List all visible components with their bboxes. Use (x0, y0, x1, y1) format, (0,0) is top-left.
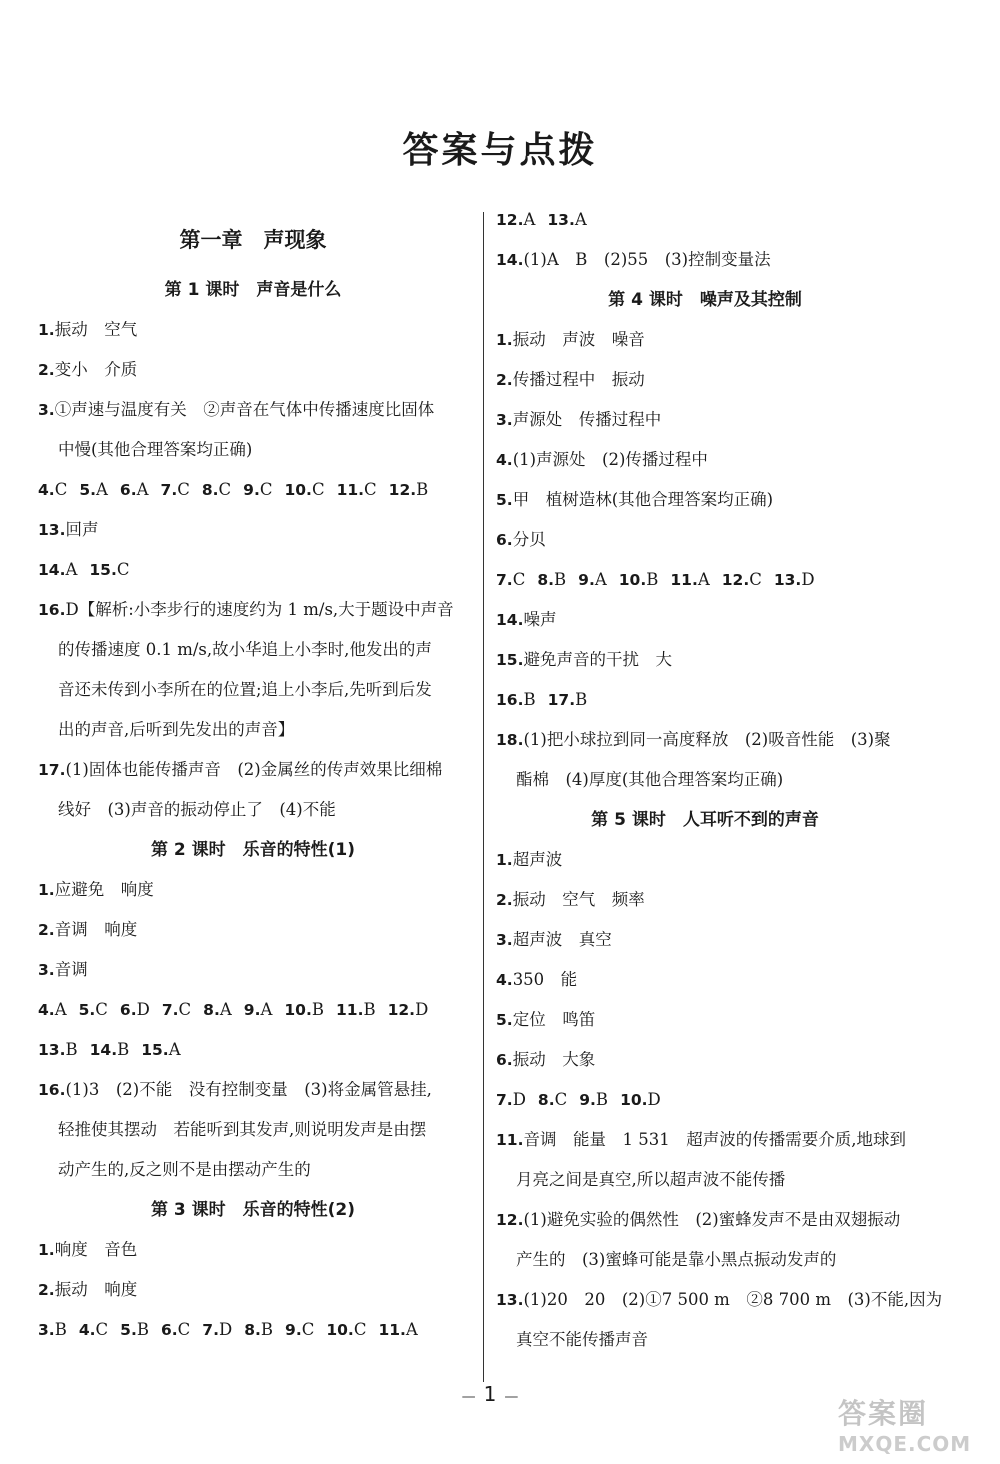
answer-continuation: 线好 (3)声音的振动停止了 (4)不能 (58, 800, 336, 819)
answer-item: 6.C (160, 1320, 191, 1339)
column-divider (483, 212, 484, 1382)
answer-text: 振动 声波 噪音 (512, 330, 645, 349)
question-number: 9 (578, 571, 589, 589)
answer-text: (1)避免实验的偶然性 (2)蜜蜂发声不是由双翅振动 (523, 1210, 901, 1229)
answer-text: B (136, 1320, 149, 1339)
answer-item: 6.D (119, 1000, 150, 1019)
answer-text: B (554, 570, 567, 589)
question-number: 12 (721, 571, 744, 589)
answer-line (496, 360, 914, 400)
answer-line (496, 1000, 914, 1040)
page-number: — 1 — (440, 1382, 540, 1406)
answer-text: (1)把小球拉到同一高度释放 (2)吸音性能 (3)聚 (523, 730, 891, 749)
answer-text: 350 能 (512, 970, 578, 989)
answer-item: 1.振动 空气 (38, 320, 138, 339)
question-number: 4 (496, 971, 507, 989)
answer-text: B (523, 690, 536, 709)
answer-text: A (136, 480, 149, 499)
answer-line (38, 1030, 468, 1070)
answer-continuation: 酯棉 (4)厚度(其他合理答案均正确) (516, 770, 784, 789)
answer-item: 8.C (537, 1090, 568, 1109)
answer-item: 13.回声 (38, 520, 99, 539)
answer-text: 响度 音色 (54, 1240, 138, 1259)
question-number: 7 (160, 481, 172, 499)
answer-item: 10.B (284, 1000, 324, 1019)
answer-item: 13.D (773, 570, 815, 589)
answer-text: C (259, 480, 273, 499)
answer-item: 7.D (202, 1320, 233, 1339)
answer-text: A (523, 210, 536, 229)
answer-item: 3.声源处 传播过程中 (496, 410, 662, 429)
answer-text: C (177, 480, 190, 499)
question-number: 14 (89, 1041, 112, 1059)
question-number: 6 (496, 1051, 507, 1069)
lesson-heading: 第 1 课时 声音是什么 (164, 280, 342, 300)
answer-text: B (311, 1000, 324, 1019)
answer-item: 13.(1)20 20 (2)①7 500 m ②8 700 m (3)不能,因为 (496, 1290, 943, 1309)
lesson-heading: 第 4 课时 噪声及其控制 (608, 290, 802, 310)
answer-line (38, 1270, 468, 1310)
answer-item: 2.音调 响度 (38, 920, 138, 939)
answer-text: 声源处 传播过程中 (512, 410, 662, 429)
question-number: 2 (38, 1281, 49, 1299)
question-number: 16 (496, 691, 518, 709)
lesson-heading: 第 5 课时 人耳听不到的声音 (591, 810, 819, 830)
question-number: 4 (38, 481, 49, 499)
answer-text: C (512, 570, 526, 589)
question-number: 1 (496, 331, 507, 349)
answer-text: 超声波 真空 (512, 930, 612, 949)
question-number: 9 (285, 1321, 296, 1339)
question-number: 10 (620, 1091, 642, 1109)
answer-item: 10.C (326, 1320, 367, 1339)
answer-line (38, 1310, 468, 1350)
answer-item: 11.C (336, 480, 377, 499)
question-number: 8 (537, 1091, 549, 1109)
answer-item: 15.A (141, 1040, 181, 1059)
answer-item: 6.振动 大象 (496, 1050, 596, 1069)
answer-text: C (301, 1320, 315, 1339)
question-number: 5 (496, 491, 507, 509)
answer-item: 10.C (284, 480, 325, 499)
answer-text: C (177, 1320, 191, 1339)
answer-text: A (219, 1000, 232, 1019)
answer-line (38, 1070, 468, 1110)
question-number: 13 (773, 571, 796, 589)
question-number: 1 (38, 321, 49, 339)
answer-text: ①声速与温度有关 ②声音在气体中传播速度比固体 (54, 400, 435, 419)
answer-item: 3.B (38, 1320, 67, 1339)
answer-continuation: 的传播速度 0.1 m/s,故小华追上小李时,他发出的声 (58, 640, 432, 659)
question-number: 3 (38, 1321, 49, 1339)
answer-item: 6.分贝 (496, 530, 546, 549)
answer-item: 14.B (89, 1040, 130, 1059)
answer-item: 3.超声波 真空 (496, 930, 612, 949)
answer-continuation: 中慢(其他合理答案均正确) (58, 440, 253, 459)
answer-text: D (415, 1000, 429, 1019)
question-number: 4 (38, 1001, 49, 1019)
answer-text: B (595, 1090, 609, 1109)
answer-text: C (178, 1000, 192, 1019)
answer-line (496, 960, 914, 1000)
question-number: 11 (335, 1001, 358, 1019)
answer-text: 避免声音的干扰 大 (523, 650, 672, 669)
answer-text: (1)固体也能传播声音 (2)金属丝的传声效果比细棉 (65, 760, 443, 779)
answer-item: 16.B (496, 690, 536, 709)
answer-item: 2.振动 响度 (38, 1280, 138, 1299)
answer-text: 音调 能量 1 531 超声波的传播需要介质,地球到 (523, 1130, 906, 1149)
answer-text: 振动 响度 (54, 1280, 138, 1299)
answer-item: 12.(1)避免实验的偶然性 (2)蜜蜂发声不是由双翅振动 (496, 1210, 901, 1229)
answer-item: 12.A (496, 210, 536, 229)
watermark-bottom: MXQE.COM (838, 1432, 972, 1456)
question-number: 11 (496, 1131, 518, 1149)
answer-line (496, 320, 914, 360)
question-number: 12 (496, 211, 518, 229)
answer-text: 音调 响度 (54, 920, 138, 939)
answer-text: D (218, 1320, 233, 1339)
answer-item: 5.定位 鸣笛 (496, 1010, 596, 1029)
answer-line (38, 870, 468, 910)
question-number: 18 (496, 731, 518, 749)
answer-item: 1.超声波 (496, 850, 563, 869)
answer-column-left (38, 200, 468, 1350)
answer-text: A (405, 1320, 418, 1339)
answer-text: 振动 大象 (512, 1050, 596, 1069)
question-number: 6 (119, 481, 131, 499)
answer-text: (1)A B (2)55 (3)控制变量法 (523, 250, 771, 269)
answer-text: C (95, 1320, 109, 1339)
question-number: 2 (38, 361, 49, 379)
answer-text: D (647, 1090, 661, 1109)
question-number: 4 (78, 1321, 90, 1339)
answer-item: 11.A (670, 570, 710, 589)
question-number: 3 (496, 931, 507, 949)
answer-text: 回声 (65, 520, 99, 539)
question-number: 10 (284, 1001, 306, 1019)
question-number: 6 (496, 531, 507, 549)
question-number: 13 (38, 1041, 60, 1059)
answer-line (496, 1080, 914, 1120)
question-number: 1 (38, 881, 49, 899)
answer-item: 12.C (721, 570, 762, 589)
question-number: 15 (141, 1041, 163, 1059)
answer-line (496, 880, 914, 920)
answer-item: 4.C (78, 1320, 109, 1339)
answer-line (496, 720, 914, 760)
question-number: 5 (79, 481, 91, 499)
question-number: 3 (496, 411, 507, 429)
answer-text: B (54, 1320, 67, 1339)
answer-item: 5.B (120, 1320, 149, 1339)
answer-text: B (416, 480, 429, 499)
answer-text: D (801, 570, 815, 589)
answer-continuation: 真空不能传播声音 (516, 1330, 648, 1349)
answer-continuation: 产生的 (3)蜜蜂可能是靠小黑点振动发声的 (516, 1250, 837, 1269)
lesson-heading: 第 2 课时 乐音的特性(1) (150, 840, 356, 860)
question-number: 7 (496, 1091, 507, 1109)
answer-line (496, 400, 914, 440)
answer-item: 13.B (38, 1040, 78, 1059)
answer-text: A (260, 1000, 273, 1019)
question-number: 13 (496, 1291, 518, 1309)
question-number: 2 (38, 921, 49, 939)
answer-line (496, 240, 914, 280)
answer-item: 2.变小 介质 (38, 360, 138, 379)
answer-text: C (554, 1090, 568, 1109)
question-number: 14 (38, 561, 60, 579)
answer-line (496, 560, 914, 600)
answer-text: C (54, 480, 68, 499)
answer-text: D (512, 1090, 526, 1109)
answer-item: 4.A (38, 1000, 67, 1019)
answer-line (38, 1230, 468, 1270)
answer-text: 噪声 (523, 610, 557, 629)
answer-continuation: 轻推使其摆动 若能听到其发声,则说明发声是由摆 (58, 1120, 427, 1139)
question-number: 9 (243, 481, 254, 499)
question-number: 15 (89, 561, 111, 579)
answer-line (496, 1200, 914, 1240)
answer-item: 17.B (547, 690, 588, 709)
answer-text: A (96, 480, 108, 499)
answer-line (496, 920, 914, 960)
answer-line (38, 310, 468, 350)
answer-text: 振动 空气 频率 (512, 890, 645, 909)
question-number: 4 (496, 451, 507, 469)
answer-item: 15.C (89, 560, 130, 579)
answer-text: C (95, 1000, 108, 1019)
answer-text: B (575, 690, 588, 709)
lesson-heading: 第 3 课时 乐音的特性(2) (150, 1200, 356, 1220)
answer-item: 16.(1)3 (2)不能 没有控制变量 (3)将金属管悬挂, (38, 1080, 432, 1099)
answer-line (496, 1280, 943, 1320)
answer-line (496, 600, 914, 640)
answer-item: 16.D【解析:小李步行的速度约为 1 m/s,大于题设中声音 (38, 600, 454, 619)
question-number: 10 (284, 481, 307, 499)
question-number: 16 (38, 1081, 60, 1099)
answer-text: C (116, 560, 130, 579)
question-number: 5 (120, 1321, 131, 1339)
answer-line (38, 590, 468, 630)
answer-item: 1.响度 音色 (38, 1240, 138, 1259)
answer-line (496, 520, 914, 560)
answer-text: C (218, 480, 232, 499)
answer-continuation: 月亮之间是真空,所以超声波不能传播 (516, 1170, 786, 1189)
answer-line (496, 1040, 914, 1080)
question-number: 10 (326, 1321, 348, 1339)
question-number: 8 (203, 1001, 214, 1019)
question-number: 17 (38, 761, 60, 779)
question-number: 11 (336, 481, 359, 499)
answer-line (496, 200, 914, 240)
answer-text: (1)20 20 (2)①7 500 m ②8 700 m (3)不能,因为 (523, 1290, 943, 1309)
answer-item: 8.B (244, 1320, 274, 1339)
answer-continuation: 出的声音,后听到先发出的声音】 (58, 720, 295, 739)
answer-text: B (260, 1320, 274, 1339)
answer-item: 7.C (496, 570, 526, 589)
answer-line (496, 440, 914, 480)
chapter-heading: 第一章 声现象 (179, 228, 327, 252)
question-number: 13 (38, 521, 60, 539)
question-number: 1 (38, 1241, 49, 1259)
watermark-logo (838, 1392, 996, 1462)
question-number: 3 (38, 401, 49, 419)
answer-line (38, 950, 468, 990)
answer-text: 应避免 响度 (54, 880, 154, 899)
answer-item: 5.C (78, 1000, 108, 1019)
answer-item: 6.A (119, 480, 149, 499)
answer-item: 14.噪声 (496, 610, 557, 629)
question-number: 13 (547, 211, 569, 229)
answer-item: 14.(1)A B (2)55 (3)控制变量法 (496, 250, 771, 269)
answer-item: 9.C (285, 1320, 315, 1339)
question-number: 1 (496, 851, 507, 869)
answer-text: B (363, 1000, 376, 1019)
answer-text: B (117, 1040, 130, 1059)
question-number: 17 (547, 691, 570, 709)
question-number: 7 (202, 1321, 214, 1339)
answer-item: 11.A (378, 1320, 418, 1339)
answer-line (38, 350, 468, 390)
question-number: 5 (496, 1011, 507, 1029)
answer-text: B (646, 570, 659, 589)
page-title: 答案与点拨 (402, 130, 598, 171)
answer-text: 定位 鸣笛 (512, 1010, 596, 1029)
answer-text: (1)3 (2)不能 没有控制变量 (3)将金属管悬挂, (65, 1080, 432, 1099)
answer-text: A (574, 210, 587, 229)
answer-item: 8.B (537, 570, 567, 589)
answer-item: 18.(1)把小球拉到同一高度释放 (2)吸音性能 (3)聚 (496, 730, 891, 749)
answer-text: A (168, 1040, 181, 1059)
answer-continuation: 动产生的,反之则不是由摆动产生的 (58, 1160, 311, 1179)
question-number: 9 (243, 1001, 255, 1019)
question-number: 7 (496, 571, 507, 589)
question-number: 8 (537, 571, 549, 589)
answer-text: C (311, 480, 325, 499)
answer-text: 变小 介质 (54, 360, 138, 379)
answer-item: 15.避免声音的干扰 大 (496, 650, 672, 669)
answer-item: 3.①声速与温度有关 ②声音在气体中传播速度比固体 (38, 400, 435, 419)
answer-line (38, 550, 468, 590)
answer-line (496, 1120, 914, 1160)
question-number: 6 (119, 1001, 131, 1019)
question-number: 2 (496, 891, 507, 909)
answer-item: 4.350 能 (496, 970, 578, 989)
answer-item: 9.A (243, 1000, 273, 1019)
answer-line (38, 510, 468, 550)
answer-item: 11.音调 能量 1 531 超声波的传播需要介质,地球到 (496, 1130, 906, 1149)
answer-item: 8.C (201, 480, 232, 499)
answer-text: C (749, 570, 762, 589)
answer-line (496, 480, 914, 520)
answer-text: D (136, 1000, 150, 1019)
answer-line (38, 910, 468, 950)
answer-text: 振动 空气 (54, 320, 138, 339)
answer-item: 2.传播过程中 振动 (496, 370, 645, 389)
answer-line (38, 750, 468, 790)
answer-line (496, 680, 914, 720)
question-number: 12 (388, 481, 411, 499)
answer-item: 8.A (203, 1000, 232, 1019)
answer-item: 7.C (160, 480, 190, 499)
question-number: 8 (201, 481, 213, 499)
question-number: 10 (618, 571, 641, 589)
answer-item: 17.(1)固体也能传播声音 (2)金属丝的传声效果比细棉 (38, 760, 443, 779)
answer-line (496, 840, 914, 880)
question-number: 16 (38, 601, 60, 619)
answer-item: 7.C (161, 1000, 192, 1019)
answer-item: 9.B (579, 1090, 609, 1109)
answer-text: A (594, 570, 607, 589)
answer-item: 10.B (618, 570, 659, 589)
answer-item: 4.C (38, 480, 68, 499)
answer-text: A (65, 560, 78, 579)
answer-text: 超声波 (512, 850, 563, 869)
answer-item: 12.D (387, 1000, 429, 1019)
answer-text: 甲 植树造林(其他合理答案均正确) (512, 490, 774, 509)
answer-item: 13.A (547, 210, 587, 229)
answer-text: (1)声源处 (2)传播过程中 (512, 450, 708, 469)
answer-text: D【解析:小李步行的速度约为 1 m/s,大于题设中声音 (65, 600, 454, 619)
answer-text: B (65, 1040, 78, 1059)
question-number: 9 (579, 1091, 591, 1109)
watermark-top: 答案圈 (838, 1397, 929, 1430)
answer-item: 9.A (578, 570, 607, 589)
question-number: 15 (496, 651, 518, 669)
question-number: 7 (161, 1001, 173, 1019)
answer-text: A (54, 1000, 67, 1019)
answer-line (496, 640, 914, 680)
answer-item: 12.B (388, 480, 429, 499)
answer-column-right (496, 200, 943, 1360)
answer-item: 1.振动 声波 噪音 (496, 330, 645, 349)
question-number: 2 (496, 371, 507, 389)
question-number: 12 (496, 1211, 518, 1229)
answer-item: 7.D (496, 1090, 526, 1109)
answer-text: A (697, 570, 710, 589)
question-number: 11 (670, 571, 692, 589)
question-number: 12 (387, 1001, 410, 1019)
question-number: 3 (38, 961, 49, 979)
question-number: 6 (160, 1321, 172, 1339)
answer-text: 音调 (54, 960, 88, 979)
answer-item: 1.应避免 响度 (38, 880, 154, 899)
answer-item: 3.音调 (38, 960, 88, 979)
answer-continuation: 音还未传到小李所在的位置;追上小李后,先听到后发 (58, 680, 432, 699)
answer-item: 5.甲 植树造林(其他合理答案均正确) (496, 490, 774, 509)
answer-item: 14.A (38, 560, 78, 579)
answer-item: 4.(1)声源处 (2)传播过程中 (496, 450, 708, 469)
question-number: 14 (496, 251, 518, 269)
answer-line (38, 990, 468, 1030)
answer-line (38, 470, 468, 510)
question-number: 5 (78, 1001, 90, 1019)
answer-item: 11.B (335, 1000, 376, 1019)
answer-text: 传播过程中 振动 (512, 370, 645, 389)
question-number: 14 (496, 611, 518, 629)
answer-line (38, 390, 468, 430)
answer-item: 5.A (79, 480, 108, 499)
answer-text: C (364, 480, 377, 499)
answer-item: 9.C (243, 480, 273, 499)
answer-item: 2.振动 空气 频率 (496, 890, 645, 909)
answer-text: C (353, 1320, 367, 1339)
question-number: 11 (378, 1321, 401, 1339)
answer-item: 10.D (620, 1090, 661, 1109)
question-number: 8 (244, 1321, 255, 1339)
answer-text: 分贝 (512, 530, 546, 549)
